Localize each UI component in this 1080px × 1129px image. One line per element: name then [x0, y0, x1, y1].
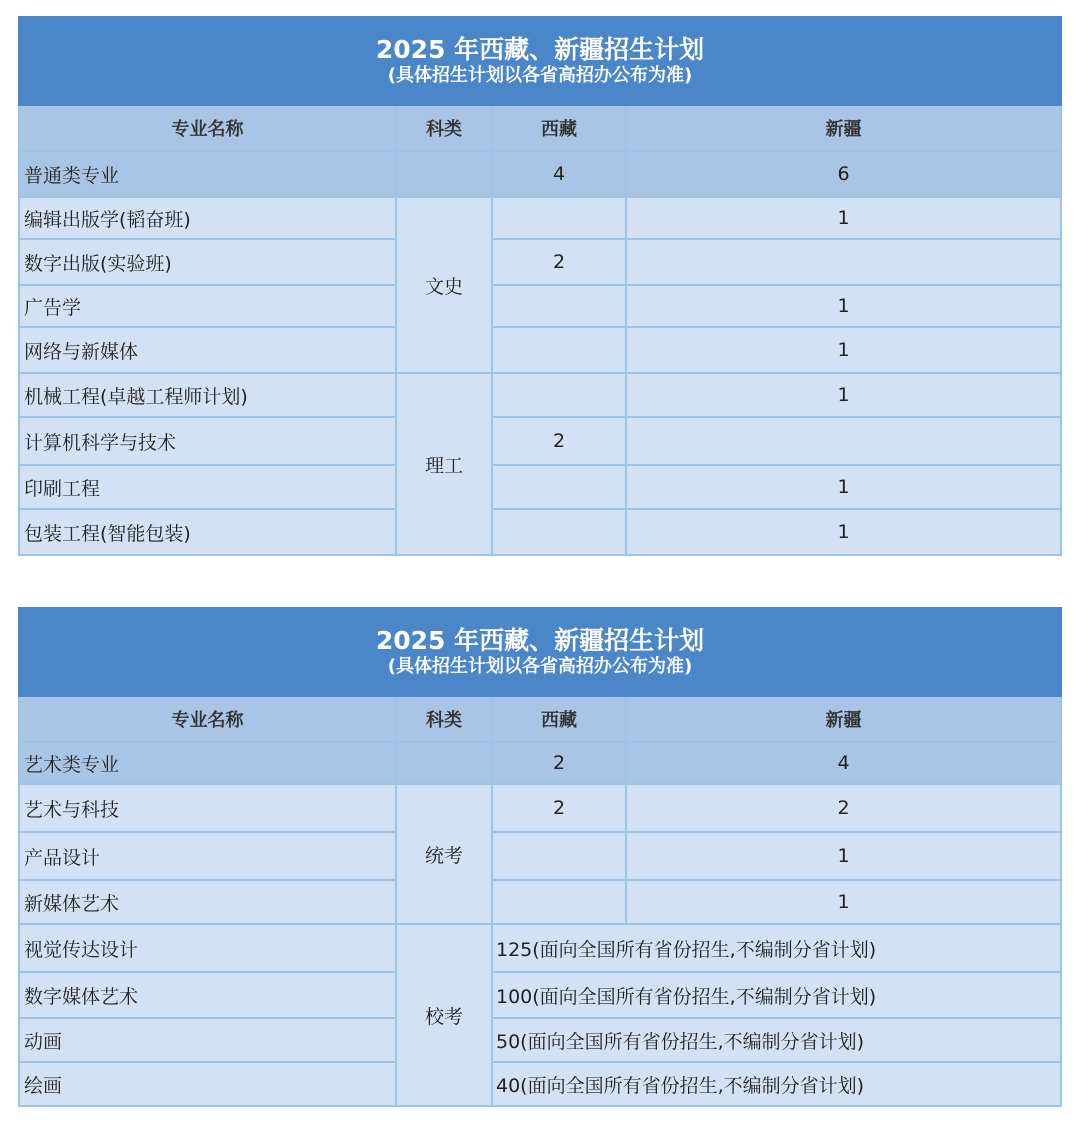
xizang-value: 2 — [492, 417, 626, 465]
table-row — [19, 924, 1061, 972]
header-category: 科类 — [396, 105, 492, 151]
table-row — [19, 197, 1061, 239]
header-major: 专业名称 — [19, 105, 396, 151]
xizang-value: 2 — [492, 239, 626, 285]
header-xizang: 西藏 — [492, 696, 626, 742]
xizang-value — [492, 465, 626, 509]
xinjiang-value — [626, 239, 1061, 285]
major-name: 产品设计 — [19, 832, 396, 880]
header-xinjiang: 新疆 — [626, 696, 1061, 742]
xizang-value — [492, 327, 626, 373]
major-name: 绘画 — [19, 1062, 396, 1106]
table-row — [19, 1018, 1061, 1062]
major-name: 艺术与科技 — [19, 784, 396, 832]
xinjiang-value: 1 — [626, 285, 1061, 327]
xizang-value — [492, 832, 626, 880]
summary-name: 艺术类专业 — [19, 742, 396, 784]
table-row — [19, 239, 1061, 285]
title-subtitle: (具体招生计划以各省高招办公布为准) — [387, 65, 693, 87]
table-row — [19, 327, 1061, 373]
title-main: 2025 年西藏、新疆招生计划 — [375, 35, 705, 65]
major-name: 视觉传达设计 — [19, 924, 396, 972]
summary-xizang: 4 — [492, 151, 626, 197]
table-row — [19, 784, 1061, 832]
xizang-value — [492, 197, 626, 239]
xinjiang-value: 1 — [626, 465, 1061, 509]
xinjiang-value — [626, 417, 1061, 465]
summary-row — [19, 151, 1061, 197]
summary-xinjiang: 4 — [626, 742, 1061, 784]
xinjiang-value: 1 — [626, 373, 1061, 417]
category-cell: 校考 — [396, 924, 492, 1106]
major-name: 机械工程(卓越工程师计划) — [19, 373, 396, 417]
summary-name: 普通类专业 — [19, 151, 396, 197]
xizang-value — [492, 509, 626, 555]
major-name: 计算机科学与技术 — [19, 417, 396, 465]
header-category: 科类 — [396, 696, 492, 742]
xizang-value: 2 — [492, 784, 626, 832]
xinjiang-value: 1 — [626, 880, 1061, 924]
major-name: 数字媒体艺术 — [19, 972, 396, 1018]
enrollment-plan-table-general — [18, 16, 1062, 556]
xinjiang-value: 1 — [626, 509, 1061, 555]
nationwide-note: 50(面向全国所有省份招生,不编制分省计划) — [492, 1018, 1061, 1062]
table-row — [19, 373, 1061, 417]
table-row — [19, 1062, 1061, 1106]
nationwide-note: 100(面向全国所有省份招生,不编制分省计划) — [492, 972, 1061, 1018]
major-name: 广告学 — [19, 285, 396, 327]
xinjiang-value: 1 — [626, 327, 1061, 373]
major-name: 印刷工程 — [19, 465, 396, 509]
title-main: 2025 年西藏、新疆招生计划 — [375, 626, 705, 656]
table-row — [19, 465, 1061, 509]
table-title — [19, 17, 1061, 105]
major-name: 网络与新媒体 — [19, 327, 396, 373]
title-subtitle: (具体招生计划以各省高招办公布为准) — [387, 656, 693, 678]
summary-row — [19, 742, 1061, 784]
table-row — [19, 509, 1061, 555]
table-row — [19, 880, 1061, 924]
major-name: 编辑出版学(韬奋班) — [19, 197, 396, 239]
major-name: 新媒体艺术 — [19, 880, 396, 924]
summary-xinjiang: 6 — [626, 151, 1061, 197]
xizang-value — [492, 880, 626, 924]
table-row — [19, 417, 1061, 465]
summary-category — [396, 151, 492, 197]
table-title — [19, 608, 1061, 696]
major-name: 数字出版(实验班) — [19, 239, 396, 285]
xizang-value — [492, 373, 626, 417]
enrollment-plan-table-art — [18, 607, 1062, 1107]
nationwide-note: 125(面向全国所有省份招生,不编制分省计划) — [492, 924, 1061, 972]
xizang-value — [492, 285, 626, 327]
xinjiang-value: 1 — [626, 832, 1061, 880]
table-row — [19, 832, 1061, 880]
category-cell: 统考 — [396, 784, 492, 924]
summary-xizang: 2 — [492, 742, 626, 784]
header-xinjiang: 新疆 — [626, 105, 1061, 151]
major-name: 包装工程(智能包装) — [19, 509, 396, 555]
table-row — [19, 972, 1061, 1018]
category-cell: 理工 — [396, 373, 492, 555]
table-row — [19, 285, 1061, 327]
xinjiang-value: 2 — [626, 784, 1061, 832]
header-major: 专业名称 — [19, 696, 396, 742]
xinjiang-value: 1 — [626, 197, 1061, 239]
header-xizang: 西藏 — [492, 105, 626, 151]
major-name: 动画 — [19, 1018, 396, 1062]
summary-category — [396, 742, 492, 784]
nationwide-note: 40(面向全国所有省份招生,不编制分省计划) — [492, 1062, 1061, 1106]
category-cell: 文史 — [396, 197, 492, 373]
